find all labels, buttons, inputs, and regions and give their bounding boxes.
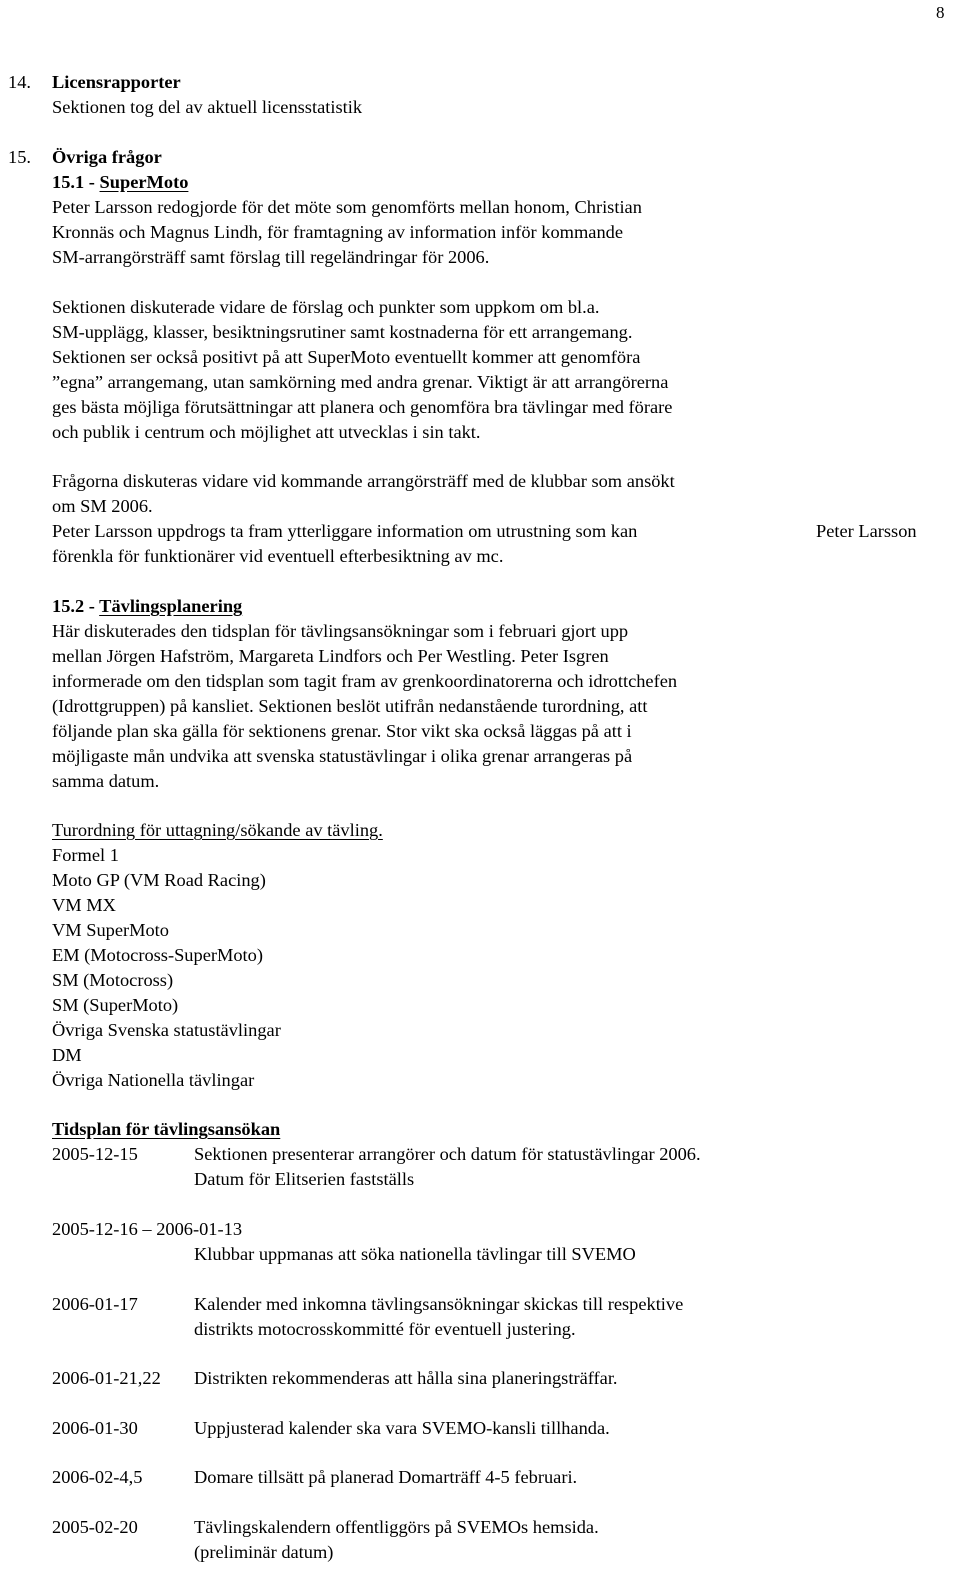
turordning-list (52, 843, 812, 1093)
tidsplan-date: 2005-12-15 (52, 1144, 138, 1164)
subsection-15-2-prefix: 15.2 - (52, 596, 100, 616)
text-line: Datum för Elitserien fastställs (194, 1169, 415, 1189)
text-line: Här diskuterades den tidsplan för tävlingsansökningar som i februari gjort upp (52, 621, 629, 641)
subsection-15-1-prefix: 15.1 - (52, 172, 100, 192)
text-line: följande plan ska gälla för sektionens grenar. Stor vikt ska också läggas på att i (52, 721, 632, 741)
text-line: informerade om den tidsplan som tagit fram av grenkoordinatorerna och idrottchefen (52, 671, 678, 691)
list-item: VM SuperMoto (52, 920, 169, 940)
text-line: (Idrottgruppen) på kansliet. Sektionen beslöt utifrån nedanstående turordning, att (52, 696, 648, 716)
tidsplan-date: 2005-12-16 – 2006-01-13 (52, 1219, 243, 1239)
turordning-title: Turordning för uttagning/sökande av tävling. (52, 820, 383, 840)
subsection-15-2-heading (52, 594, 242, 619)
tidsplan-date: 2005-02-20 (52, 1517, 138, 1537)
tidsplan-description (194, 1416, 610, 1441)
text-line: Sektionen presenterar arrangörer och datum för statustävlingar 2006. (194, 1144, 701, 1164)
text-line: Peter Larsson redogjorde för det möte som genomförts mellan honom, Christian (52, 197, 642, 217)
text-line: Kalender med inkomna tävlingsansökningar skickas till respektive (194, 1294, 684, 1314)
text-line: (preliminär datum) (194, 1542, 334, 1562)
text-line: SM-upplägg, klasser, besiktningsrutiner samt kostnaderna för ett arrangemang. (52, 322, 633, 342)
list-item: EM (Motocross-SuperMoto) (52, 945, 263, 965)
tidsplan-description (194, 1242, 636, 1267)
text-line: möjligaste mån undvika att svenska statustävlingar i olika grenar arrangeras på (52, 746, 633, 766)
text-line: ges bästa möjliga förutsättningar att planera och genomföra bra tävlingar med förare (52, 397, 673, 417)
list-item: DM (52, 1045, 82, 1065)
section-14-text: Sektionen tog del av aktuell licensstatistik (52, 97, 363, 117)
list-item: VM MX (52, 895, 116, 915)
tidsplan-date: 2006-02-4,5 (52, 1467, 143, 1487)
tidsplan-date: 2006-01-30 (52, 1418, 138, 1438)
list-item: Övriga Svenska statustävlingar (52, 1020, 281, 1040)
text-line: Uppjusterad kalender ska vara SVEMO-kansli tillhanda. (194, 1418, 610, 1438)
list-item: SM (SuperMoto) (52, 995, 179, 1015)
supermoto-paragraph-3 (52, 469, 812, 569)
section-14-number: 14. (8, 72, 31, 92)
supermoto-paragraph-1 (52, 195, 812, 270)
tidsplan-description (194, 1465, 577, 1490)
tidsplan-date: 2006-01-17 (52, 1294, 138, 1314)
responsible-person: Peter Larsson (816, 521, 917, 541)
page-number: 8 (936, 3, 945, 22)
text-line: Domare tillsätt på planerad Domarträff 4-5 februari. (194, 1467, 578, 1487)
tidsplan-description (194, 1292, 683, 1342)
text-line: Klubbar uppmanas att söka nationella tävlingar till SVEMO (194, 1244, 636, 1264)
section-14-title: Licensrapporter (52, 72, 181, 92)
text-line: ”egna” arrangemang, utan samkörning med andra grenar. Viktigt är att arrangörerna (52, 372, 669, 392)
subsection-15-2-title: Tävlingsplanering (99, 596, 243, 616)
planning-paragraph (52, 619, 812, 794)
tidsplan-title: Tidsplan för tävlingsansökan (52, 1119, 281, 1139)
text-line: SM-arrangörsträff samt förslag till regeländringar för 2006. (52, 247, 490, 267)
list-item: Moto GP (VM Road Racing) (52, 870, 266, 890)
section-15-number: 15. (8, 147, 31, 167)
text-line: Sektionen ser också positivt på att SuperMoto eventuellt kommer att genomföra (52, 347, 641, 367)
text-line: distrikts motocrosskommitté för eventuell justering. (194, 1319, 576, 1339)
subsection-15-1-heading (52, 170, 188, 195)
tidsplan-date: 2006-01-21,22 (52, 1368, 161, 1388)
list-item: Formel 1 (52, 845, 119, 865)
text-line: Distrikten rekommenderas att hålla sina planeringsträffar. (194, 1368, 618, 1388)
text-line: och publik i centrum och möjlighet att utvecklas i sin takt. (52, 422, 481, 442)
text-line: Frågorna diskuteras vidare vid kommande arrangörsträff med de klubbar som ansökt (52, 471, 675, 491)
text-line: Tävlingskalendern offentliggörs på SVEMOs hemsida. (194, 1517, 599, 1537)
text-line: mellan Jörgen Hafström, Margareta Lindfors och Per Westling. Peter Isgren (52, 646, 609, 666)
tidsplan-description (194, 1366, 618, 1391)
text-line: Sektionen diskuterade vidare de förslag och punkter som uppkom om bl.a. (52, 297, 600, 317)
tidsplan-description (194, 1142, 701, 1192)
list-item: Övriga Nationella tävlingar (52, 1070, 255, 1090)
section-15-title: Övriga frågor (52, 147, 162, 167)
text-line: samma datum. (52, 771, 160, 791)
text-line: Peter Larsson uppdrogs ta fram ytterliggare information om utrustning som kan (52, 521, 638, 541)
tidsplan-description (194, 1515, 599, 1565)
text-line: förenkla för funktionärer vid eventuell efterbesiktning av mc. (52, 546, 504, 566)
subsection-15-1-title: SuperMoto (99, 172, 189, 192)
list-item: SM (Motocross) (52, 970, 174, 990)
text-line: om SM 2006. (52, 496, 153, 516)
text-line: Kronnäs och Magnus Lindh, för framtagning av information inför kommande (52, 222, 623, 242)
supermoto-paragraph-2 (52, 295, 812, 445)
